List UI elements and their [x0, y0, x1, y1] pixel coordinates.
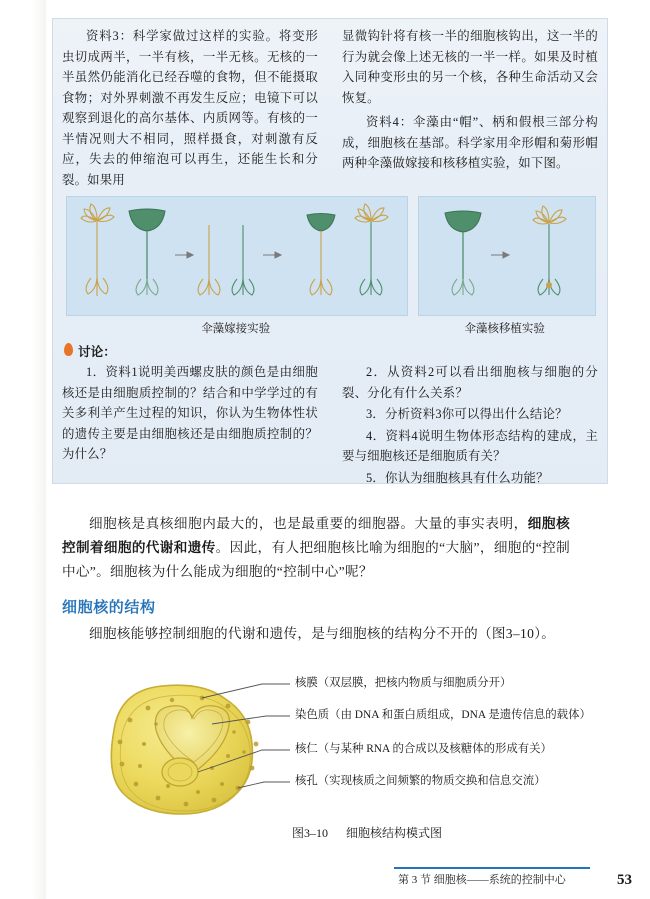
figure-caption-graft: 伞藻嫁接实验 — [201, 323, 271, 335]
discussion-right-column — [342, 362, 598, 489]
graft-experiment-panel — [66, 196, 408, 316]
section-heading-nucleus-structure: 细胞核的结构 — [62, 600, 156, 616]
main-paragraph-1-emphasis: 细胞核控制着细胞的代谢和遗传 — [62, 516, 570, 555]
main-paragraph-1-part1: 细胞核是真核细胞内最大的，也是最重要的细胞器。大量的事实表明， — [89, 516, 528, 531]
figure-number-caption — [292, 824, 442, 841]
figure-number: 图3–10 — [292, 826, 329, 840]
resource-4-paragraph: 资料4：伞藻由“帽”、柄和假根三部分构成，细胞核在基部。科学家用伞形帽和菊形帽两种伞藻做嫁接和核移植实验，如下图。 — [342, 115, 598, 170]
main-paragraph-1 — [62, 512, 570, 584]
resource-3-paragraph: 资料3：科学家做过这样的实验。将变形虫切成两半，一半有核，一半无核。无核的一半虽然仍能消化已经吞噬的食物，但不能摄取食物；对外界刺激不再发生反应；电镜下可以观察到退化的高尔基体、内质网等。有核的一半情况则大不相同，照样摄食，对刺激有反应，失去的伸缩泡可以再生，还能生长和分裂。如果用 — [62, 29, 318, 187]
label-nuclear-pore: 核孔（实现核质之间频繁的物质交换和信息交流） — [295, 775, 546, 787]
label-nuclear-membrane: 核膜（双层膜，把核内物质与细胞质分开） — [295, 677, 512, 689]
resource-left-column — [62, 26, 318, 194]
label-chromatin: 染色质（由 DNA 和蛋白质组成，DNA 是遗传信息的载体） — [295, 709, 591, 721]
acetabularia-experiment-figures — [66, 196, 594, 316]
discussion-columns — [62, 362, 598, 489]
discussion-bullet-icon — [64, 343, 73, 356]
main-paragraph-1-part2: 。因此，有人把细胞核比喻为细胞的“大脑”，细胞的“控制中心”。细胞核为什么能成为细胞的“控制中心”呢？ — [62, 540, 570, 579]
discussion-question-3: 3．分析资料3你可以得出什么结论？ — [366, 407, 568, 421]
discussion-question-4: 4．资料4说明生物体形态结构的建成，主要与细胞核还是细胞质有关？ — [342, 428, 598, 463]
discussion-question-5: 5．你认为细胞核具有什么功能？ — [366, 470, 549, 485]
discussion-question-1: 1．资料1说明美西螺皮肤的颜色是由细胞核还是由细胞质控制的？结合和中学学过的有关多利羊产生过程的知识，你认为生物体性状的遗传主要是由细胞核还是由细胞质控制的？为什么？ — [62, 365, 318, 461]
nucleolus — [162, 758, 198, 786]
nuclear-transplant-illustration — [419, 197, 595, 315]
footer-section-text: 第 3 节 细胞核——系统的控制中心 — [398, 874, 566, 886]
discussion-title: 讨论： — [78, 345, 116, 359]
main-paragraph-block-2 — [62, 622, 570, 646]
discussion-question-2: 2．从资料2可以看出细胞核与细胞的分裂、分化有什么关系？ — [342, 365, 598, 400]
page-number: 53 — [617, 872, 632, 888]
resource-3-continuation: 显微钩针将有核一半的细胞核钩出，这一半的行为就会像上述无核的一半一样。如果及时植入同种变形虫的另一个核，各种生命活动又会恢复。 — [342, 29, 598, 105]
main-paragraph-block — [62, 512, 570, 584]
figure-captions — [66, 320, 594, 336]
label-nucleolus: 核仁（与某种 RNA 的合成以及核糖体的形成有关） — [295, 743, 552, 755]
graft-experiment-illustration — [67, 197, 407, 315]
nuclear-transplant-experiment-panel — [418, 196, 596, 316]
page-edge-shading — [0, 0, 46, 899]
resource-text-columns — [62, 26, 598, 194]
figure-title: 细胞核结构模式图 — [346, 826, 443, 840]
main-paragraph-2: 细胞核能够控制细胞的代谢和遗传，是与细胞核的结构分不开的（图3–10）。 — [89, 626, 556, 641]
resource-right-column — [342, 26, 598, 194]
footer-rule — [394, 867, 590, 869]
discussion-left-column — [62, 362, 318, 489]
figure-caption-transplant: 伞藻核移植实验 — [464, 323, 545, 335]
